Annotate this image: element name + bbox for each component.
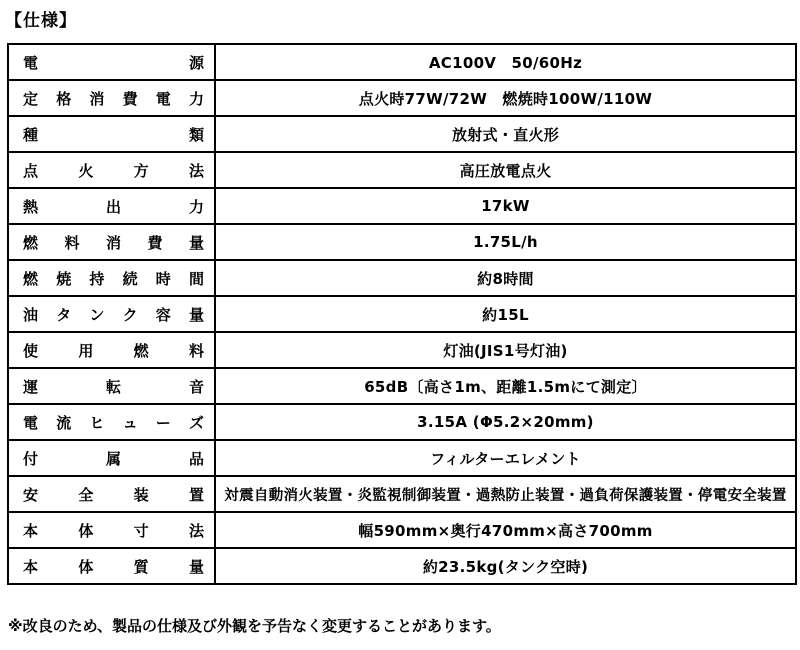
spec-label-cell — [8, 260, 215, 296]
spec-label-char: 付 — [23, 449, 39, 468]
spec-row — [8, 152, 796, 188]
spec-label-char: 量 — [188, 557, 204, 576]
spec-value: 1.75L/h — [215, 224, 796, 260]
spec-label-char: 運 — [23, 377, 39, 396]
spec-label-char: 源 — [188, 53, 204, 72]
spec-row — [8, 548, 796, 584]
spec-label-char: 全 — [78, 485, 94, 504]
spec-label-char: 点 — [23, 161, 39, 180]
spec-label-char: 料 — [64, 233, 80, 252]
spec-value: 放射式・直火形 — [215, 116, 796, 152]
spec-label-char: 電 — [23, 53, 39, 72]
spec-label-cell — [8, 224, 215, 260]
spec-label-char: 量 — [188, 233, 204, 252]
spec-label-char: 品 — [188, 449, 204, 468]
spec-label-char: 消 — [105, 233, 121, 252]
spec-label-char: 寸 — [133, 521, 149, 540]
spec-label — [9, 484, 214, 505]
spec-label-char: 法 — [188, 161, 204, 180]
spec-row — [8, 188, 796, 224]
spec-label-char: 消 — [89, 89, 105, 108]
spec-row — [8, 368, 796, 404]
spec-label-char: 種 — [23, 125, 39, 144]
spec-label-char: ヒ — [89, 413, 105, 432]
spec-label-char: ン — [89, 305, 105, 324]
spec-label-cell — [8, 368, 215, 404]
spec-label-char: 転 — [105, 377, 121, 396]
spec-row — [8, 44, 796, 80]
spec-label-char: 置 — [188, 485, 204, 504]
spec-label-char: 燃 — [133, 341, 149, 360]
footnote: ※改良のため、製品の仕様及び外観を予告なく変更することがあります。 — [8, 617, 501, 635]
spec-label-char: 使 — [23, 341, 39, 360]
spec-label-char: 持 — [89, 269, 105, 288]
spec-row — [8, 260, 796, 296]
spec-label-cell — [8, 80, 215, 116]
spec-label — [9, 88, 214, 109]
spec-label-char: 方 — [133, 161, 149, 180]
spec-label-char: 間 — [188, 269, 204, 288]
spec-value: 幅590mm×奥行470mm×高さ700mm — [215, 512, 796, 548]
spec-row — [8, 80, 796, 116]
spec-label-char: 類 — [188, 125, 204, 144]
spec-label — [9, 412, 214, 433]
spec-row — [8, 224, 796, 260]
spec-label-cell — [8, 152, 215, 188]
spec-label-char: 費 — [122, 89, 138, 108]
spec-label — [9, 448, 214, 469]
spec-label-char: 体 — [78, 557, 94, 576]
spec-value: 点火時77W/72W 燃焼時100W/110W — [215, 80, 796, 116]
spec-label-cell — [8, 476, 215, 512]
spec-row — [8, 296, 796, 332]
spec-table — [7, 43, 797, 585]
spec-label-char: 本 — [23, 521, 39, 540]
spec-value: フィルターエレメント — [215, 440, 796, 476]
spec-label-char: 料 — [188, 341, 204, 360]
spec-label-cell — [8, 44, 215, 80]
spec-label-char: 量 — [188, 305, 204, 324]
section-title: 【仕様】 — [5, 11, 77, 31]
spec-label-cell — [8, 440, 215, 476]
spec-label-char: 格 — [56, 89, 72, 108]
spec-value: 灯油(JIS1号灯油) — [215, 332, 796, 368]
spec-value: 3.15A (Φ5.2×20mm) — [215, 404, 796, 440]
spec-label-char: 装 — [133, 485, 149, 504]
spec-label-char: 続 — [122, 269, 138, 288]
spec-label-char: 流 — [56, 413, 72, 432]
spec-value: 約8時間 — [215, 260, 796, 296]
spec-label — [9, 160, 214, 181]
spec-label — [9, 556, 214, 577]
spec-label-cell — [8, 404, 215, 440]
spec-label-char: ズ — [188, 413, 204, 432]
spec-label-char: 容 — [155, 305, 171, 324]
spec-row — [8, 116, 796, 152]
spec-label-char: 焼 — [56, 269, 72, 288]
spec-label-char: ク — [122, 305, 138, 324]
spec-label-char: 熱 — [23, 197, 39, 216]
spec-label-char: 燃 — [23, 269, 39, 288]
spec-value: 高圧放電点火 — [215, 152, 796, 188]
spec-label-char: 本 — [23, 557, 39, 576]
spec-label — [9, 196, 214, 217]
spec-label-char: 法 — [188, 521, 204, 540]
spec-label — [9, 52, 214, 73]
spec-value: 約15L — [215, 296, 796, 332]
spec-table-body — [8, 44, 796, 584]
spec-label-cell — [8, 512, 215, 548]
spec-label-char: 質 — [133, 557, 149, 576]
spec-label-char: 燃 — [23, 233, 39, 252]
spec-label — [9, 340, 214, 361]
spec-row — [8, 332, 796, 368]
spec-label-char: 出 — [105, 197, 121, 216]
spec-label-char: 音 — [188, 377, 204, 396]
spec-label — [9, 232, 214, 253]
spec-label-char: タ — [56, 305, 72, 324]
spec-label-char: 時 — [155, 269, 171, 288]
spec-label-char: ュ — [122, 413, 138, 432]
spec-row — [8, 440, 796, 476]
spec-value: 65dB〔高さ1m、距離1.5mにて測定〕 — [215, 368, 796, 404]
spec-value: 対震自動消火装置・炎監視制御装置・過熱防止装置・過負荷保護装置・停電安全装置 — [215, 476, 796, 512]
spec-label-char: 属 — [105, 449, 121, 468]
spec-label-cell — [8, 296, 215, 332]
spec-label-char: 定 — [23, 89, 39, 108]
spec-label-char: 油 — [23, 305, 39, 324]
spec-row — [8, 404, 796, 440]
spec-label-char: 力 — [188, 197, 204, 216]
spec-label-char: 電 — [23, 413, 39, 432]
spec-label-cell — [8, 116, 215, 152]
spec-label-char: 体 — [78, 521, 94, 540]
spec-label-cell — [8, 188, 215, 224]
spec-label-char: ー — [155, 413, 171, 432]
spec-label-char: 電 — [155, 89, 171, 108]
spec-label-cell — [8, 548, 215, 584]
spec-label — [9, 304, 214, 325]
spec-label-char: 力 — [188, 89, 204, 108]
spec-label-char: 安 — [23, 485, 39, 504]
spec-label — [9, 376, 214, 397]
spec-label — [9, 124, 214, 145]
spec-value: 約23.5kg(タンク空時) — [215, 548, 796, 584]
spec-label-cell — [8, 332, 215, 368]
spec-value: AC100V 50/60Hz — [215, 44, 796, 80]
spec-label-char: 費 — [147, 233, 163, 252]
spec-row — [8, 476, 796, 512]
spec-label-char: 火 — [78, 161, 94, 180]
spec-value: 17kW — [215, 188, 796, 224]
spec-row — [8, 512, 796, 548]
spec-label — [9, 268, 214, 289]
spec-label-char: 用 — [78, 341, 94, 360]
spec-label — [9, 520, 214, 541]
